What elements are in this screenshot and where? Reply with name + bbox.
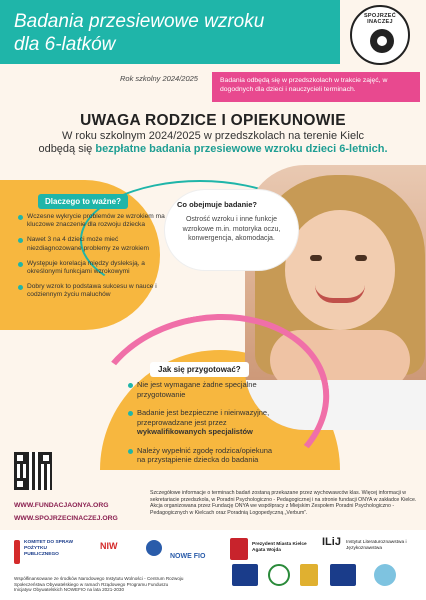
why-title: Dlaczego to ważne?	[38, 194, 128, 209]
komitet-logo: KOMITET DO SPRAW POŻYTKU PUBLICZNEGO	[24, 540, 74, 557]
intro-text	[18, 130, 408, 156]
spojrzec-inaczej-logo	[350, 5, 410, 65]
prep-title: Jak się przygotować?	[150, 362, 249, 377]
why-item: Występuje korelacja między dysleksją, a określonymi funkcjami wzrokowymi	[18, 260, 168, 276]
intro-line-2: odbędą się	[38, 143, 96, 155]
partner-logo-3-icon	[300, 564, 318, 586]
prep-list	[128, 380, 278, 474]
prep-item-2-text: Badanie jest bezpieczne i nieinwazyjne, przeprowadzane jest przez	[137, 408, 270, 427]
eye-icon	[370, 29, 394, 53]
funding-note: Współfinansowane ze środków Narodowego Instytutu Wolności - Centrum Rozwoju Społeczeństwa Obywatelskiego w ramach Rządowego Programu Funduszu Inicjatyw Obywatelskich NOWEFIO na lata 2021-2030	[14, 576, 184, 593]
komitet-flag-icon	[14, 540, 20, 564]
prep-item-2-bold: wykwalifikowanych specjalistów	[137, 427, 253, 436]
ilij-sub: Instytut Literaturoznawstwa i Językoznawstwa	[346, 540, 407, 551]
poster-title	[14, 10, 334, 56]
intro-highlight: bezpłatne badania przesiewowe wzroku dzieci 6-letnich.	[95, 143, 388, 155]
partner-logo-4-icon	[330, 564, 356, 586]
prep-item	[128, 408, 278, 437]
prep-item: Nie jest wymagane żadne specjalne przygotowanie	[128, 380, 278, 399]
what-title: Co obejmuje badanie?	[177, 200, 258, 209]
logo-text: SPOJRZEĆ INACZEJ	[363, 13, 397, 25]
partner-logo-2-icon	[268, 564, 290, 586]
why-item: Nawet 3 na 4 dzieci może mieć niezdiagnozowane problemy ze wzrokiem	[18, 236, 168, 252]
fio-icon	[146, 540, 162, 556]
niw-logo: NIW	[100, 541, 118, 551]
why-list	[18, 213, 168, 307]
prezydent-logo: Prezydent Miasta Kielce Agata Wojda	[252, 542, 307, 553]
title-line-2: dla 6-latków	[14, 34, 116, 55]
prep-item: Należy wypełnić zgodę rodzica/opiekuna na przystąpienie dziecka do badania	[128, 446, 278, 465]
schedule-note: Badania odbędą się w przedszkolach w trakcie zajęć, w dogodnych dla dzieci i nauczycieli terminach.	[212, 72, 420, 102]
what-text: Ostrość wzroku i inne funkcje wzrokowe m.in. motoryka oczu, konwergencja, akomodacja.	[182, 216, 281, 242]
qr-code[interactable]	[14, 452, 52, 490]
intro-line-1: W roku szkolnym 2024/2025 w przedszkolach na terenie Kielc	[61, 130, 365, 142]
spojrzec-inaczej-link[interactable]: WWW.SPOJRZECINACZEJ.ORG	[14, 515, 118, 522]
partner-logo-1-icon	[232, 564, 258, 586]
nowe-fio-logo: NOWE FIO	[170, 553, 206, 560]
why-item: Wczesne wykrycie problemów ze wzrokiem ma kluczowe znaczenie dla rozwoju dziecka	[18, 213, 168, 229]
footer-note: Szczegółowe informacje o terminach badań zostaną przekazane przez wychowawców klas. Więcej informacji w sekretariacie przedszkola, w Poradni Psychologiczno - Pedagogicznej i na stronie fundacji ONYA w zakładce Kielce. Akcja organizowana przez Fundację ONYA we współpracy z Miejskim Zespołem Poradni Psychologiczno - Pedagogicznych w Kielcach oraz Poradnią Logopedyczną „Verbum”.	[150, 490, 417, 516]
what-box	[165, 190, 298, 270]
ilij-logo: ILiJ	[322, 536, 341, 548]
main-heading: UWAGA RODZICE I OPIEKUNOWIE	[80, 112, 346, 129]
school-year: Rok szkolny 2024/2025	[120, 74, 198, 83]
title-line-1: Badania przesiewowe wzroku	[14, 11, 265, 32]
why-item: Dobry wzrok to podstawa sukcesu w nauce i codziennym życiu maluchów	[18, 283, 168, 299]
fundacja-onya-link[interactable]: WWW.FUNDACJAONYA.ORG	[14, 502, 109, 509]
kielce-coat-of-arms-icon	[230, 538, 248, 560]
partner-logo-5-icon	[374, 564, 396, 586]
